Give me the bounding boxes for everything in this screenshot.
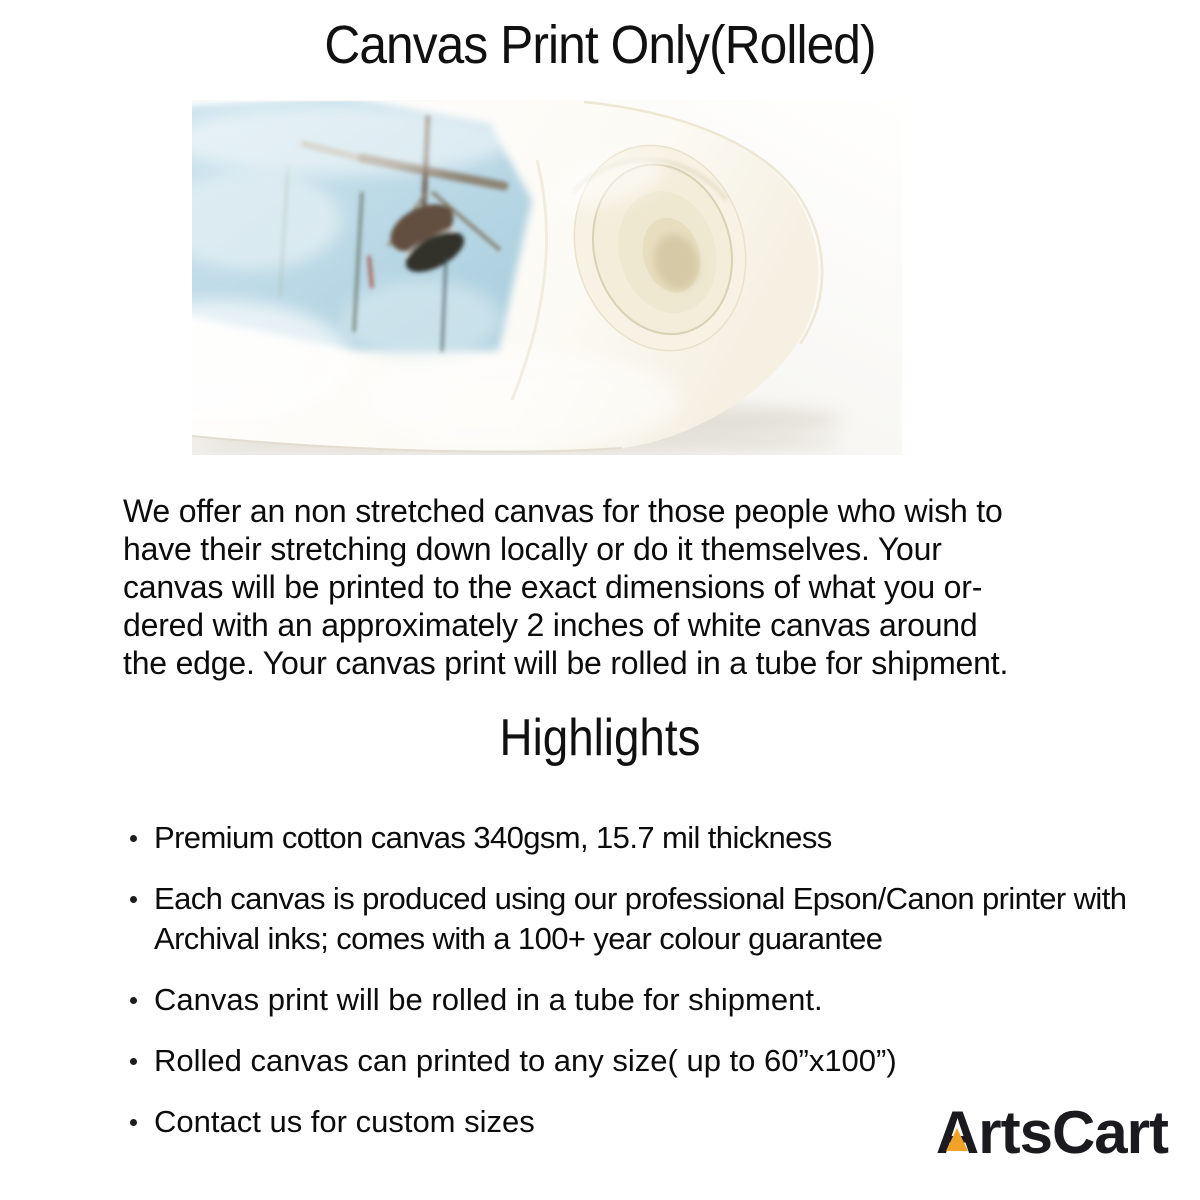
- description-line: We offer an non stretched canvas for those people who wish to: [123, 493, 1003, 529]
- highlight-text: Premium cotton canvas 340gsm, 15.7 mil thickness: [154, 820, 832, 855]
- page-title: Canvas Print Only(Rolled): [324, 15, 876, 75]
- logo-a-triangle-icon: [946, 1128, 968, 1151]
- logo-a-glyph: A: [935, 1099, 979, 1166]
- description-line: have their stretching down locally or do it themselves. Your: [123, 531, 942, 567]
- logo-text: rtsCart: [978, 1099, 1168, 1166]
- bullet-dot: [130, 835, 137, 842]
- highlight-item: [124, 879, 1134, 959]
- bullet-dot: [130, 896, 137, 903]
- bullet-dot: [130, 997, 137, 1004]
- bullet-dot: [130, 1058, 137, 1065]
- highlight-text: Canvas print will be rolled in a tube for shipment.: [154, 982, 823, 1017]
- description-paragraph: [123, 492, 1008, 682]
- highlight-item: [124, 818, 1134, 858]
- bullet-dot: [130, 1119, 137, 1126]
- product-photo: [192, 100, 902, 455]
- highlight-item: [124, 1041, 1134, 1081]
- description-line: dered with an approximately 2 inches of white canvas around: [123, 607, 978, 643]
- highlight-item: [124, 980, 1134, 1020]
- highlight-text: Each canvas is produced using our professional Epson/Canon printer with Archival inks; comes with a 100+ year colour guarantee: [154, 881, 1127, 956]
- logo-letter-a: [936, 1100, 978, 1166]
- highlights-heading: Highlights: [499, 709, 701, 767]
- rolled-canvas-photo-illustration: [192, 100, 902, 455]
- highlight-text: Contact us for custom sizes: [154, 1104, 535, 1139]
- description-line: canvas will be printed to the exact dimensions of what you or-: [123, 569, 983, 605]
- highlight-text: Rolled canvas can printed to any size( up to 60”x100”): [154, 1043, 897, 1078]
- brand-logo: [936, 1100, 1168, 1166]
- description-line: the edge. Your canvas print will be rolled in a tube for shipment.: [123, 645, 1009, 681]
